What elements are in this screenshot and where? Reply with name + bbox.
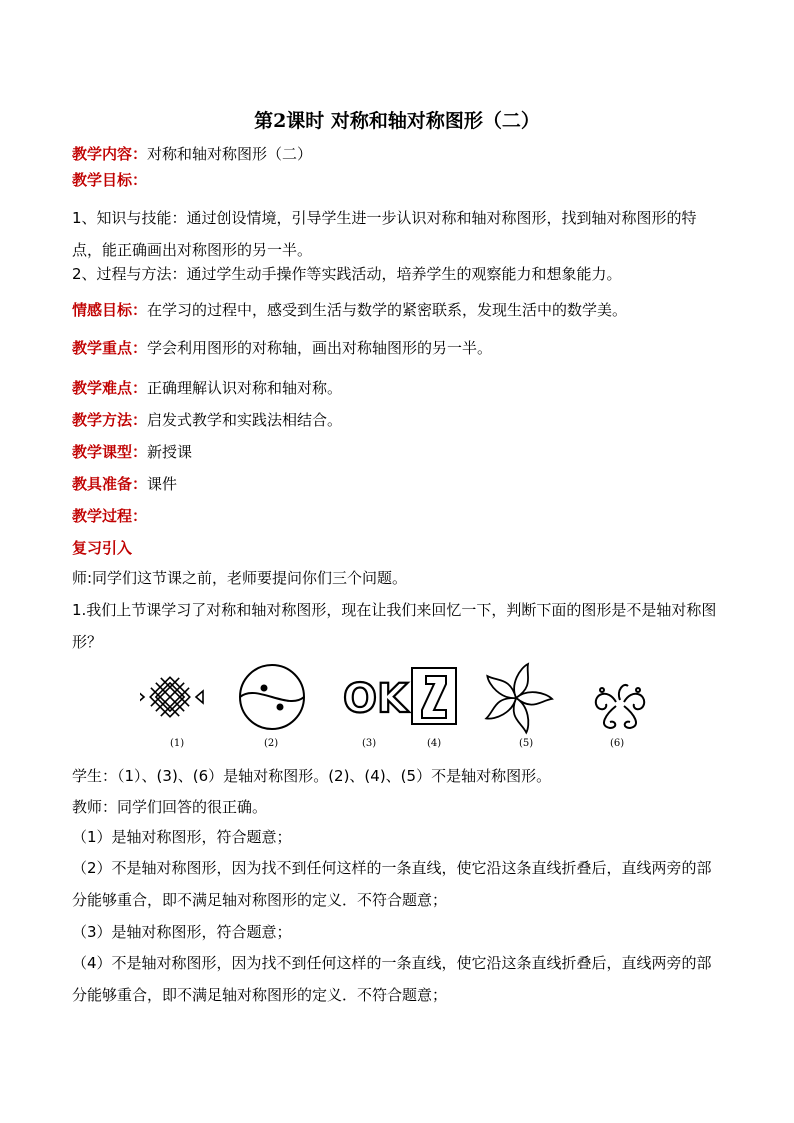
figure-caption-2: (2) [264,738,279,749]
tools-line [72,474,177,494]
emotion-line [72,300,627,320]
type-line [72,442,192,462]
tools-text: 课件 [147,475,178,493]
z-box-figure [412,668,456,724]
type-text: 新授课 [147,443,193,461]
explain-2: （2）不是轴对称图形，因为找不到任何这样的一条直线，使它沿这条直线折叠后，直线两旁的部分能够重合，即不满足轴对称图形的定义．不符合题意； [72,859,712,909]
goal-2: 2、过程与方法：通过学生动手操作等实践活动，培养学生的观察能力和想象能力。 [72,265,622,283]
figure-caption-3: (3) [362,738,377,749]
difficulty-label: 教学难点： [72,379,148,397]
explain-3: （3）是轴对称图形，符合题意； [72,923,292,941]
difficulty-line [72,378,342,398]
figure-caption-1: (1) [170,738,185,749]
page-title: 第2课时 对称和轴对称图形（二） [254,110,540,132]
swirl-figure [596,685,644,728]
key-line [72,338,492,358]
figure-caption-4: (4) [427,738,442,749]
explain-1: （1）是轴对称图形，符合题意； [72,828,292,846]
teacher-intro: 师:同学们这节课之前，老师要提问你们三个问题。 [72,569,408,587]
difficulty-text: 正确理解认识对称和轴对称。 [147,379,343,397]
method-label: 教学方法： [72,411,148,429]
goal-label: 教学目标： [72,171,148,189]
teacher-reply: 教师：同学们回答的很正确。 [72,798,268,816]
method-line [72,410,342,430]
content-line [72,144,312,164]
key-text: 学会利用图形的对称轴，画出对称轴图形的另一半。 [147,339,493,357]
content-text: 对称和轴对称图形（二） [147,145,313,163]
content-label: 教学内容： [72,145,148,163]
emotion-label: 情感目标： [72,301,148,319]
emotion-text: 在学习的过程中，感受到生活与数学的紧密联系，发现生活中的数学美。 [147,301,628,319]
figure-row [140,660,660,755]
process-label: 教学过程： [72,507,148,525]
review-label: 复习引入 [72,539,133,557]
chinese-knot-figure [140,677,203,717]
student-answer: 学生：（1）、(3)、(6）是轴对称图形。(2)、(4)、(5）不是轴对称图形。 [72,767,552,785]
ok-figure: OK [343,676,408,722]
tools-label: 教具准备： [72,475,148,493]
key-label: 教学重点： [72,339,148,357]
type-label: 教学课型： [72,443,148,461]
goal-1: 1、知识与技能：通过创设情境，引导学生进一步认识对称和轴对称图形，找到轴对称图形的特点，能正确画出对称图形的另一半。 [72,209,697,259]
yin-yang-figure [240,665,304,729]
flower-figure [483,664,552,733]
figure-caption-6: (6) [610,738,625,749]
explain-4: （4）不是轴对称图形，因为找不到任何这样的一条直线，使它沿这条直线折叠后，直线两旁的部分能够重合，即不满足轴对称图形的定义．不符合题意； [72,954,712,1004]
method-text: 启发式教学和实践法相结合。 [147,411,343,429]
figure-caption-5: (5) [519,738,534,749]
question-1: 1.我们上节课学习了对称和轴对称图形，现在让我们来回忆一下，判断下面的图形是不是轴对称图形？ [72,601,717,651]
figures-svg [140,660,660,740]
